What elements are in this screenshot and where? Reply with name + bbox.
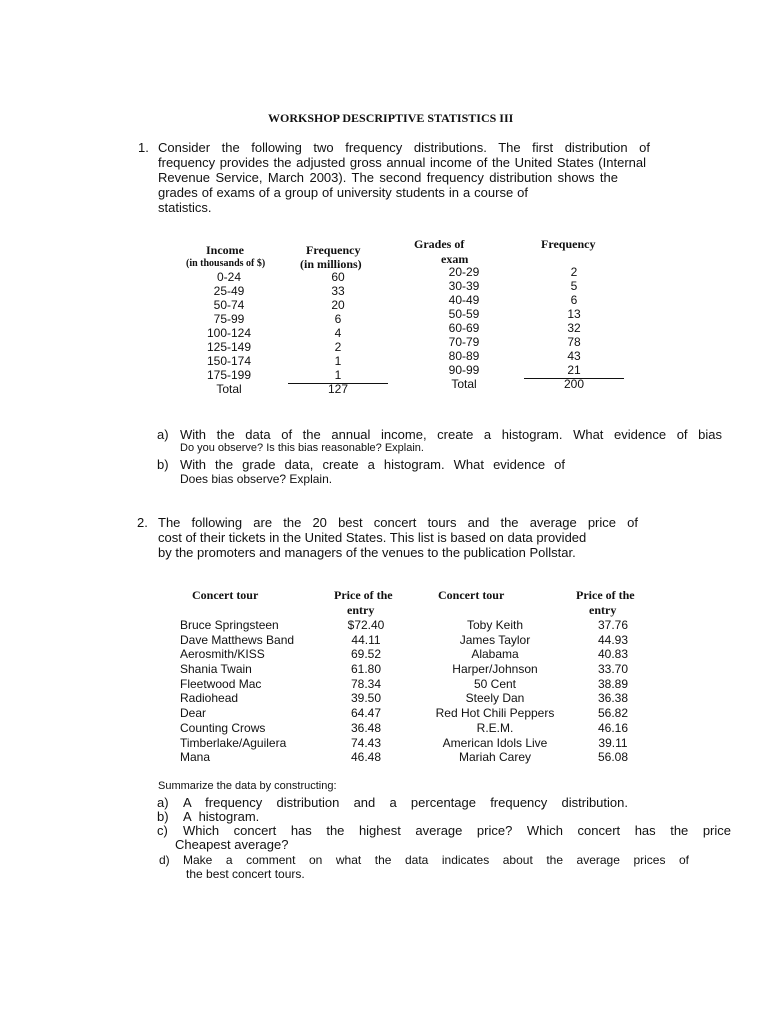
tour-name: Mariah Carey (458, 750, 532, 765)
income-total-rule (288, 383, 388, 384)
q2-d-label: d) (159, 853, 170, 867)
q1-intro-line: statistics. (158, 200, 212, 215)
tour-name: Bruce Springsteen (180, 618, 279, 632)
q2-summarize: Summarize the data by constructing: (158, 780, 337, 792)
income-frequency: 4 (334, 326, 342, 340)
tour-price: 33.70 (597, 662, 629, 677)
grades-total-label: Total (451, 377, 477, 391)
tour-price: 46.16 (597, 720, 629, 735)
tour-name: Timberlake/Aguilera (180, 735, 287, 750)
income-class: 175-199 (206, 368, 252, 382)
question-2-intro (158, 515, 638, 560)
tour-price: 38.89 (597, 676, 629, 691)
income-frequency-header: Frequency (306, 243, 361, 257)
income-frequency: 20 (331, 298, 345, 312)
left-tours (180, 618, 294, 765)
grade-class: 60-69 (448, 321, 480, 335)
grade-class: 30-39 (448, 279, 480, 293)
grades-total-rule (524, 378, 624, 379)
q2-c-line1: Which concert has the highest average price? Which concert has the price (183, 823, 731, 838)
tour-price: 44.93 (597, 632, 629, 647)
price-header: Price of the (576, 588, 635, 602)
tour-price: 56.82 (597, 706, 629, 721)
q1-a-line1: With the data of the annual income, create a histogram. What evidence of bias (180, 427, 722, 442)
tour-price: 64.47 (350, 706, 382, 721)
concert-tour-header: Concert tour (192, 588, 259, 602)
tour-name: Shania Twain (180, 662, 252, 677)
tour-name: R.E.M. (476, 720, 514, 735)
income-class: 75-99 (213, 312, 245, 326)
tour-name: American Idols Live (442, 735, 548, 750)
grade-class: 80-89 (448, 349, 480, 363)
price-header-sub: entry (589, 603, 617, 617)
tour-price: 44.11 (351, 632, 381, 647)
q1-a-label: a) (157, 427, 169, 442)
tour-price: $72.40 (347, 618, 385, 632)
grade-frequency: 21 (567, 363, 581, 377)
tour-name: Counting Crows (180, 720, 266, 735)
tour-name: Red Hot Chili Peppers (435, 706, 555, 721)
income-frequency: 60 (331, 270, 345, 284)
income-class: 50-74 (213, 298, 245, 312)
grade-frequency: 78 (567, 335, 581, 349)
q1-a-line2: Do you observe? Is this bias reasonable? Explain. (180, 442, 424, 454)
concert-tour-header: Concert tour (438, 588, 505, 602)
tour-name: Aerosmith/KISS (180, 647, 265, 662)
income-frequency: 1 (334, 368, 342, 382)
grade-class: 70-79 (448, 335, 480, 349)
q1-b-line1: With the grade data, create a histogram. What evidence of (180, 457, 565, 472)
income-class: 125-149 (206, 340, 252, 354)
income-class: 0-24 (216, 270, 242, 284)
tour-price: 56.08 (597, 750, 629, 765)
tour-price: 69.52 (350, 647, 382, 662)
income-frequency-header-sub: (in millions) (300, 257, 362, 271)
q2-a-text: A frequency distribution and a percentage frequency distribution. (183, 795, 628, 810)
page-title: WORKSHOP DESCRIPTIVE STATISTICS III (268, 111, 514, 125)
grade-frequency: 6 (570, 293, 578, 307)
tour-price: 74.43 (350, 735, 382, 750)
grade-frequency: 2 (570, 265, 578, 279)
q2-d-line2: the best concert tours. (186, 867, 305, 881)
tour-name: Radiohead (180, 691, 239, 706)
grade-class: 40-49 (448, 293, 480, 307)
income-frequency: 1 (334, 354, 342, 368)
grades-classes (430, 265, 498, 391)
right-tours (420, 618, 570, 765)
grade-frequency: 43 (567, 349, 581, 363)
tour-name: Dear (180, 706, 207, 721)
question-1-intro (158, 140, 650, 215)
grade-frequency: 13 (567, 307, 581, 321)
tour-name: Toby Keith (466, 618, 524, 632)
income-frequency: 2 (334, 340, 342, 354)
grades-header-sub: exam (441, 252, 469, 266)
tour-price: 39.50 (350, 691, 382, 706)
tour-price: 78.34 (350, 676, 382, 691)
income-class: 100-124 (206, 326, 252, 340)
price-header-sub: entry (347, 603, 375, 617)
tour-price: 39.11 (598, 735, 628, 750)
question-2-number: 2. (137, 515, 148, 530)
income-frequency: 6 (334, 312, 342, 326)
q1-intro-line: Revenue Service, March 2003). The second frequency distribution shows the (158, 170, 618, 185)
income-frequencies (308, 270, 368, 396)
q1-b-label: b) (157, 457, 169, 472)
income-classes (190, 270, 268, 396)
grades-frequencies (544, 265, 604, 391)
tour-name: Steely Dan (465, 691, 525, 706)
q2-intro-line: by the promoters and managers of the venues to the publication Pollstar. (158, 545, 576, 560)
tour-price: 61.80 (350, 662, 382, 677)
q1-intro-line: frequency provides the adjusted gross annual income of the United States (Internal (158, 155, 646, 170)
tour-name: Harper/Johnson (452, 662, 538, 677)
income-header-sub: (in thousands of $) (186, 258, 266, 269)
grade-frequency: 5 (570, 279, 578, 293)
q1-intro-line: grades of exams of a group of university students in a course of (158, 185, 528, 200)
left-prices (334, 618, 398, 765)
income-class: 25-49 (213, 284, 245, 298)
tour-name: Dave Matthews Band (180, 632, 295, 647)
tour-price: 36.38 (597, 691, 629, 706)
q2-b-text: A histogram. (183, 809, 260, 824)
q2-d-line1: Make a comment on what the data indicates about the average prices of (183, 853, 689, 867)
tour-name: Alabama (471, 647, 519, 662)
right-prices (582, 618, 644, 765)
q1-intro-line: Consider the following two frequency distributions. The first distribution of (158, 140, 650, 155)
q2-b-label: b) (157, 809, 169, 824)
price-header: Price of the (334, 588, 393, 602)
tour-price: 46.48 (350, 750, 382, 765)
q2-intro-line: cost of their tickets in the United States. This list is based on data provided (158, 530, 587, 545)
income-header: Income (206, 243, 244, 257)
q1-b-line2: Does bias observe? Explain. (180, 472, 333, 486)
income-frequency: 33 (331, 284, 345, 298)
tour-name: Mana (180, 750, 211, 765)
q2-a-label: a) (157, 795, 169, 810)
tour-name: James Taylor (459, 632, 531, 647)
income-class: 150-174 (206, 354, 252, 368)
tour-name: Fleetwood Mac (180, 676, 262, 691)
grade-class: 90-99 (448, 363, 480, 377)
tour-price: 37.76 (597, 618, 629, 632)
tour-name: 50 Cent (473, 676, 517, 691)
grade-class: 20-29 (448, 265, 480, 279)
grade-frequency: 32 (567, 321, 581, 335)
q2-c-line2: Cheapest average? (175, 837, 289, 852)
income-total-label: Total (216, 382, 242, 396)
q2-c-label: c) (157, 823, 168, 838)
question-1-number: 1. (138, 140, 149, 155)
grades-total-value: 200 (563, 377, 585, 391)
tour-price: 40.83 (597, 647, 629, 662)
grades-header: Grades of (414, 237, 465, 251)
tour-price: 36.48 (350, 720, 382, 735)
income-total-value: 127 (327, 382, 349, 396)
grade-class: 50-59 (448, 307, 480, 321)
q2-intro-line: The following are the 20 best concert tours and the average price of (158, 515, 638, 530)
grades-frequency-header: Frequency (541, 237, 596, 251)
